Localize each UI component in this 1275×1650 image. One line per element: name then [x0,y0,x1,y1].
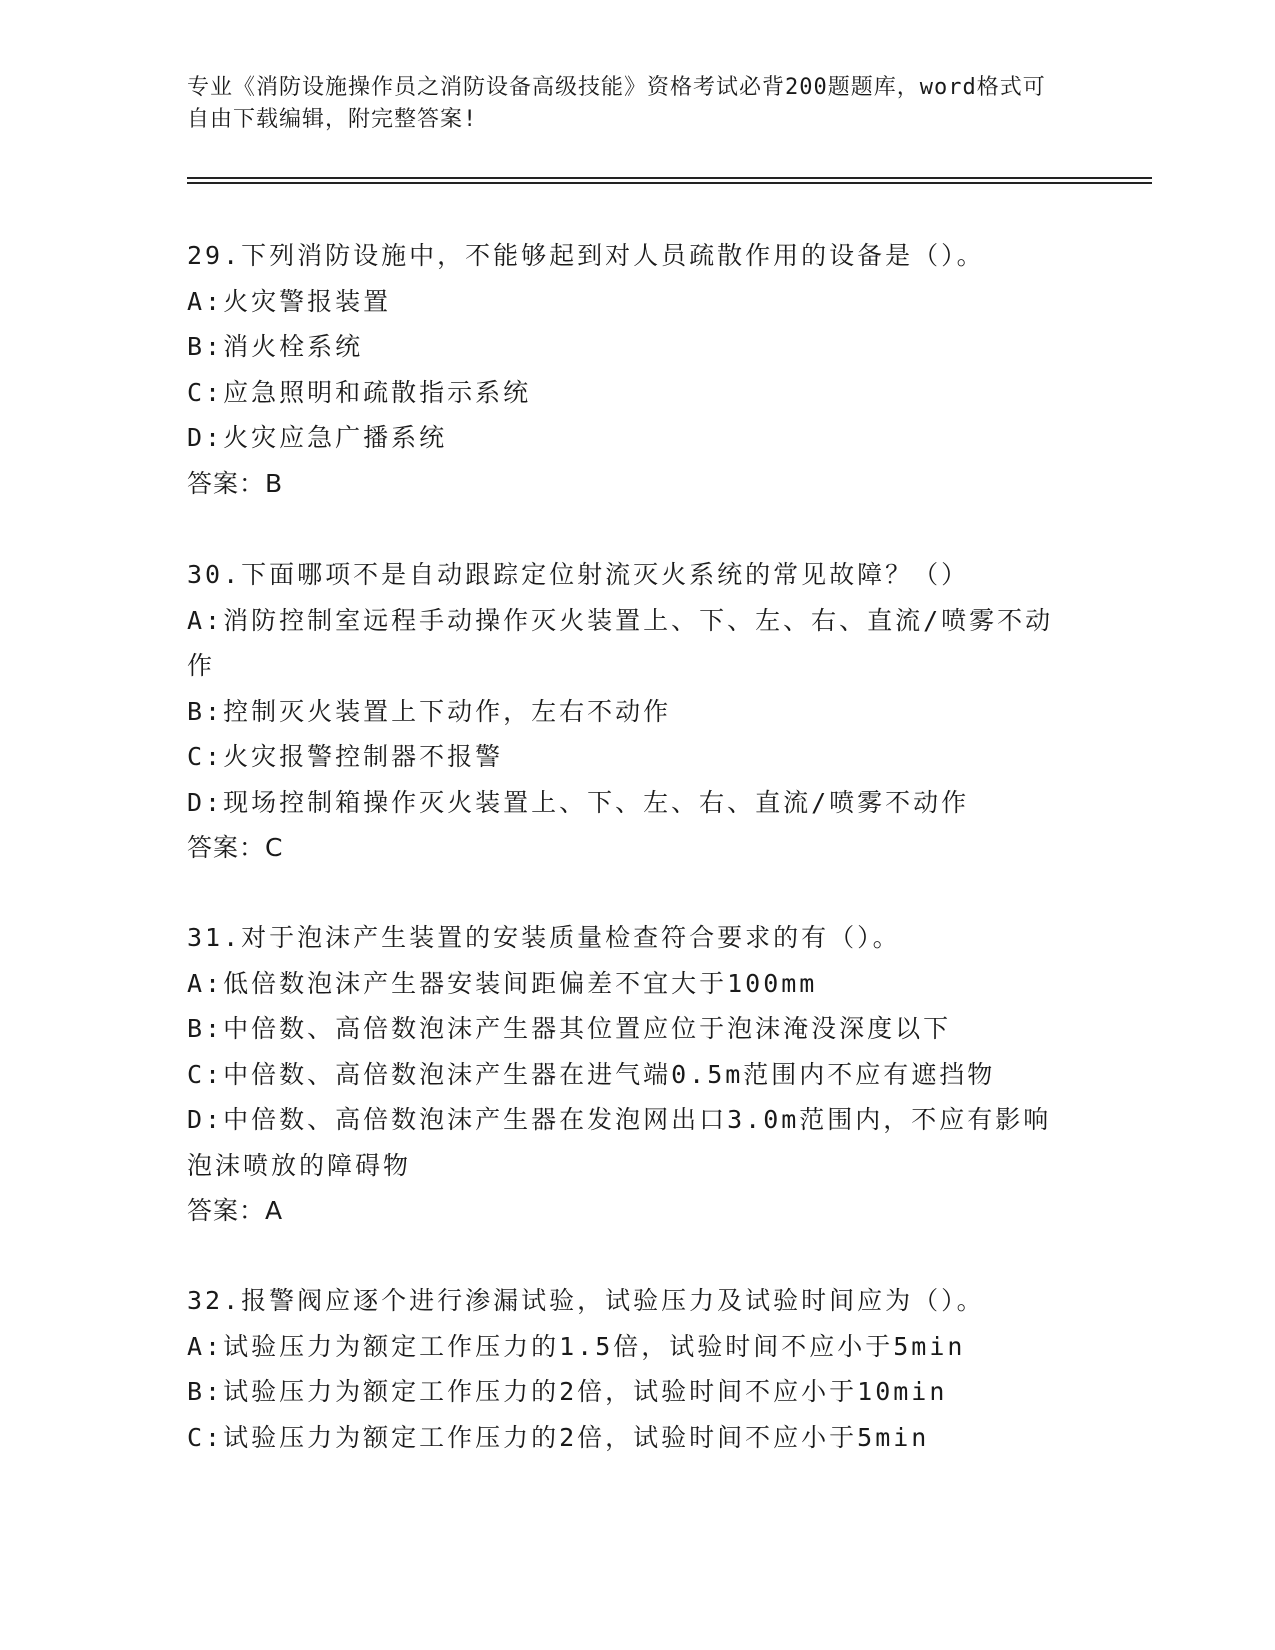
option-c: C:火灾报警控制器不报警 [187,742,504,771]
header-divider-top [187,177,1152,179]
option-c: C:应急照明和疏散指示系统 [187,377,532,407]
header-divider-bottom [187,182,1152,184]
answer: 答案：C [187,833,284,862]
option-c: C:试验压力为额定工作压力的2倍，试验时间不应小于5min [187,1422,930,1452]
option-a: A:试验压力为额定工作压力的1.5倍，试验时间不应小于5min [187,1331,966,1361]
option-b: B:消火栓系统 [187,332,364,361]
answer: 答案：B [187,468,284,498]
option-b: B:控制灭火装置上下动作，左右不动作 [187,696,672,726]
option-a: A:消防控制室远程手动操作灭火装置上、下、左、右、直流/喷雾不动作 [187,605,1054,680]
question-stem: 31.对于泡沫产生装置的安装质量检查符合要求的有（）。 [187,923,901,952]
document-intro: 专业《消防设施操作员之消防设备高级技能》资格考试必背200题题库，word格式可自由下载编辑，附完整答案! [187,75,1046,132]
question-31 [187,915,1077,1234]
question-29 [187,233,1077,506]
option-a: A:火灾警报装置 [187,286,392,316]
option-d: D:火灾应急广播系统 [187,423,448,452]
option-b: B:中倍数、高倍数泡沫产生器其位置应位于泡沫淹没深度以下 [187,1014,952,1043]
answer: 答案：A [187,1196,284,1225]
option-a: A:低倍数泡沫产生器安装间距偏差不宜大于100mm [187,968,818,998]
option-d: D:现场控制箱操作灭火装置上、下、左、右、直流/喷雾不动作 [187,787,970,817]
question-32 [187,1278,1077,1460]
option-b: B:试验压力为额定工作压力的2倍，试验时间不应小于10min [187,1377,948,1406]
question-stem: 29.下列消防设施中，不能够起到对人员疏散作用的设备是（）。 [187,241,985,270]
question-stem: 30.下面哪项不是自动跟踪定位射流灭火系统的常见故障？（） [187,560,970,589]
option-c: C:中倍数、高倍数泡沫产生器在进气端0.5m范围内不应有遮挡物 [187,1059,996,1089]
option-d: D:中倍数、高倍数泡沫产生器在发泡网出口3.0m范围内，不应有影响泡沫喷放的障碍物 [187,1105,1052,1180]
question-stem: 32.报警阀应逐个进行渗漏试验，试验压力及试验时间应为（）。 [187,1286,985,1315]
question-30 [187,552,1077,871]
